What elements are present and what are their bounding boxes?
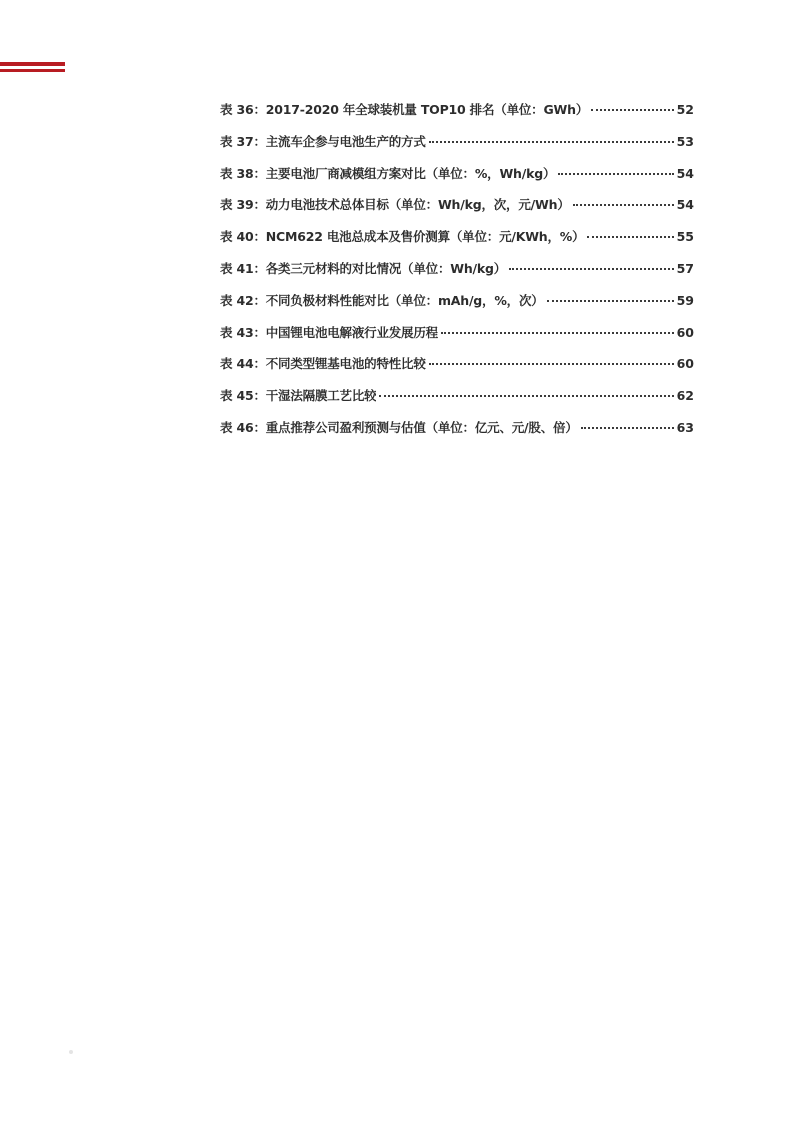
toc-entry[interactable] bbox=[220, 259, 694, 291]
toc-entry[interactable] bbox=[220, 418, 694, 450]
toc-entry-page: 59 bbox=[676, 292, 694, 308]
toc-entry[interactable] bbox=[220, 195, 694, 227]
toc-entry[interactable] bbox=[220, 132, 694, 164]
toc-leader-dots bbox=[558, 173, 673, 175]
toc-leader-dots bbox=[509, 268, 674, 270]
toc-entry[interactable] bbox=[220, 291, 694, 323]
toc-entry[interactable] bbox=[220, 354, 694, 386]
toc-leader-dots bbox=[441, 332, 674, 334]
toc-entry-page: 63 bbox=[676, 419, 694, 435]
toc-entry-page: 60 bbox=[676, 356, 694, 372]
toc-entry-page: 54 bbox=[676, 165, 694, 181]
toc-entry-label: 表 41：各类三元材料的对比情况（单位：Wh/kg） bbox=[220, 260, 507, 276]
header-accent-bar-thin bbox=[0, 69, 65, 72]
toc-entry-label: 表 38：主要电池厂商减模组方案对比（单位：%，Wh/kg） bbox=[220, 165, 556, 181]
toc-entry-page: 53 bbox=[676, 133, 694, 149]
toc-leader-dots bbox=[587, 236, 673, 238]
toc-leader-dots bbox=[429, 363, 674, 365]
toc-entry-label: 表 45：干湿法隔膜工艺比较 bbox=[220, 388, 377, 404]
toc-leader-dots bbox=[573, 204, 674, 206]
toc-entry-label: 表 43：中国锂电池电解液行业发展历程 bbox=[220, 324, 438, 340]
toc-entry[interactable] bbox=[220, 100, 694, 132]
header-accent-bar bbox=[0, 62, 65, 66]
toc-entry-page: 60 bbox=[676, 324, 694, 340]
toc-leader-dots bbox=[547, 300, 674, 302]
toc-entry-page: 57 bbox=[676, 260, 694, 276]
toc-entry[interactable] bbox=[220, 164, 694, 196]
toc-entry-label: 表 40：NCM622 电池总成本及售价测算（单位：元/KWh，%） bbox=[220, 229, 585, 245]
toc-entry[interactable] bbox=[220, 227, 694, 259]
toc-leader-dots bbox=[429, 141, 674, 143]
toc-entry-label: 表 39：动力电池技术总体目标（单位：Wh/kg，次，元/Wh） bbox=[220, 197, 570, 213]
table-of-contents bbox=[220, 100, 694, 450]
toc-entry[interactable] bbox=[220, 386, 694, 418]
toc-entry-page: 54 bbox=[676, 197, 694, 213]
footer-dot bbox=[69, 1050, 73, 1054]
toc-entry-label: 表 37：主流车企参与电池生产的方式 bbox=[220, 133, 426, 149]
toc-entry-label: 表 36：2017-2020 年全球装机量 TOP10 排名（单位：GWh） bbox=[220, 102, 589, 117]
toc-leader-dots bbox=[379, 395, 673, 397]
toc-entry-label: 表 44：不同类型锂基电池的特性比较 bbox=[220, 356, 426, 372]
toc-leader-dots bbox=[581, 427, 674, 429]
toc-leader-dots bbox=[591, 109, 673, 111]
toc-entry-page: 55 bbox=[676, 229, 694, 245]
toc-entry-label: 表 46：重点推荐公司盈利预测与估值（单位：亿元、元/股、倍） bbox=[220, 419, 578, 435]
toc-entry-page: 52 bbox=[676, 102, 694, 117]
toc-entry[interactable] bbox=[220, 323, 694, 355]
toc-entry-page: 62 bbox=[676, 388, 694, 404]
toc-entry-label: 表 42：不同负极材料性能对比（单位：mAh/g，%，次） bbox=[220, 292, 544, 308]
